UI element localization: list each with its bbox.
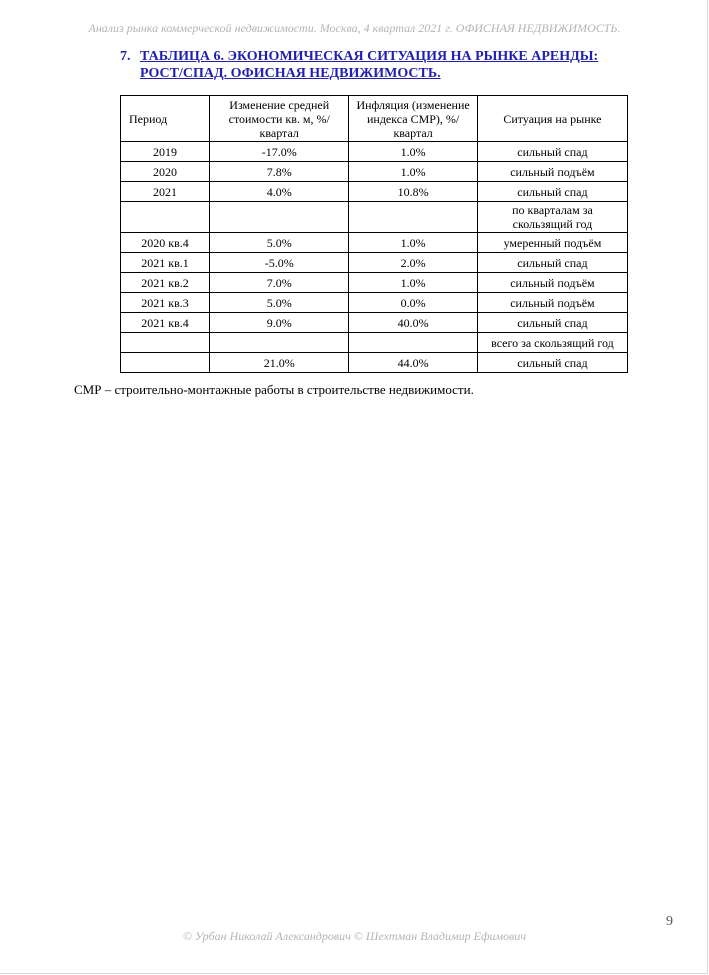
page-footer: © Урбан Николай Александрович © Шехтман Владимир Ефимович — [182, 929, 527, 943]
cell-price-change: -17.0% — [210, 142, 349, 162]
cell-period: 2021 кв.1 — [121, 253, 210, 273]
table-header-row — [121, 96, 628, 142]
cell-period: 2019 — [121, 142, 210, 162]
table-row — [121, 353, 628, 373]
cell-price-change: 5.0% — [210, 293, 349, 313]
cell-period: 2020 — [121, 162, 210, 182]
cell-market-situation: по кварталам за скользящий год — [477, 202, 627, 233]
cell-inflation — [349, 333, 478, 353]
cell-inflation: 1.0% — [349, 142, 478, 162]
cell-inflation: 2.0% — [349, 253, 478, 273]
cell-inflation: 40.0% — [349, 313, 478, 333]
cell-price-change: 7.8% — [210, 162, 349, 182]
cell-period: 2021 — [121, 182, 210, 202]
cell-period: 2021 кв.4 — [121, 313, 210, 333]
cell-price-change: 9.0% — [210, 313, 349, 333]
section-heading — [120, 48, 640, 82]
cell-price-change: 7.0% — [210, 273, 349, 293]
header-price-change: Изменение средней стоимости кв. м, %/ квартал — [210, 96, 349, 142]
cell-inflation: 44.0% — [349, 353, 478, 373]
rent-situation-table — [120, 95, 628, 373]
cell-market-situation: сильный подъём — [477, 162, 627, 182]
cell-market-situation: сильный подъём — [477, 273, 627, 293]
cell-price-change: 4.0% — [210, 182, 349, 202]
header-market-situation: Ситуация на рынке — [477, 96, 627, 142]
cell-market-situation: сильный спад — [477, 313, 627, 333]
cell-inflation — [349, 202, 478, 233]
table-row — [121, 182, 628, 202]
cell-price-change — [210, 202, 349, 233]
cell-price-change: -5.0% — [210, 253, 349, 273]
cell-price-change: 21.0% — [210, 353, 349, 373]
cell-period — [121, 353, 210, 373]
table-row — [121, 233, 628, 253]
cell-price-change: 5.0% — [210, 233, 349, 253]
cell-market-situation: сильный спад — [477, 353, 627, 373]
cell-period: 2021 кв.2 — [121, 273, 210, 293]
cell-period: 2020 кв.4 — [121, 233, 210, 253]
cell-inflation: 1.0% — [349, 233, 478, 253]
footnote: СМР – строительно-монтажные работы в строительстве недвижимости. — [74, 382, 474, 397]
cell-market-situation: умеренный подъём — [477, 233, 627, 253]
table-row — [121, 142, 628, 162]
cell-inflation: 1.0% — [349, 162, 478, 182]
cell-period — [121, 202, 210, 233]
cell-market-situation: сильный спад — [477, 142, 627, 162]
page-number: 9 — [666, 914, 673, 929]
cell-market-situation: сильный спад — [477, 253, 627, 273]
cell-market-situation: всего за скользящий год — [477, 333, 627, 353]
header-inflation: Инфляция (изменение индекса СМР), %/ квартал — [349, 96, 478, 142]
table-row — [121, 333, 628, 353]
table-row — [121, 202, 628, 233]
header-period: Период — [121, 96, 210, 142]
cell-price-change — [210, 333, 349, 353]
cell-market-situation: сильный подъём — [477, 293, 627, 313]
table-row — [121, 273, 628, 293]
section-title: ТАБЛИЦА 6. ЭКОНОМИЧЕСКАЯ СИТУАЦИЯ НА РЫНКЕ АРЕНДЫ: РОСТ/СПАД. ОФИСНАЯ НЕДВИЖИМОСТЬ. — [140, 49, 599, 81]
table-row — [121, 313, 628, 333]
cell-inflation: 0.0% — [349, 293, 478, 313]
running-header: Анализ рынка коммерческой недвижимости. Москва, 4 квартал 2021 г. ОФИСНАЯ НЕДВИЖИМОСТЬ. — [88, 21, 621, 35]
section-number: 7. — [120, 49, 131, 64]
table-body — [121, 142, 628, 373]
cell-market-situation: сильный спад — [477, 182, 627, 202]
cell-period: 2021 кв.3 — [121, 293, 210, 313]
cell-inflation: 1.0% — [349, 273, 478, 293]
cell-inflation: 10.8% — [349, 182, 478, 202]
table-row — [121, 253, 628, 273]
table-row — [121, 293, 628, 313]
table-row — [121, 162, 628, 182]
cell-period — [121, 333, 210, 353]
